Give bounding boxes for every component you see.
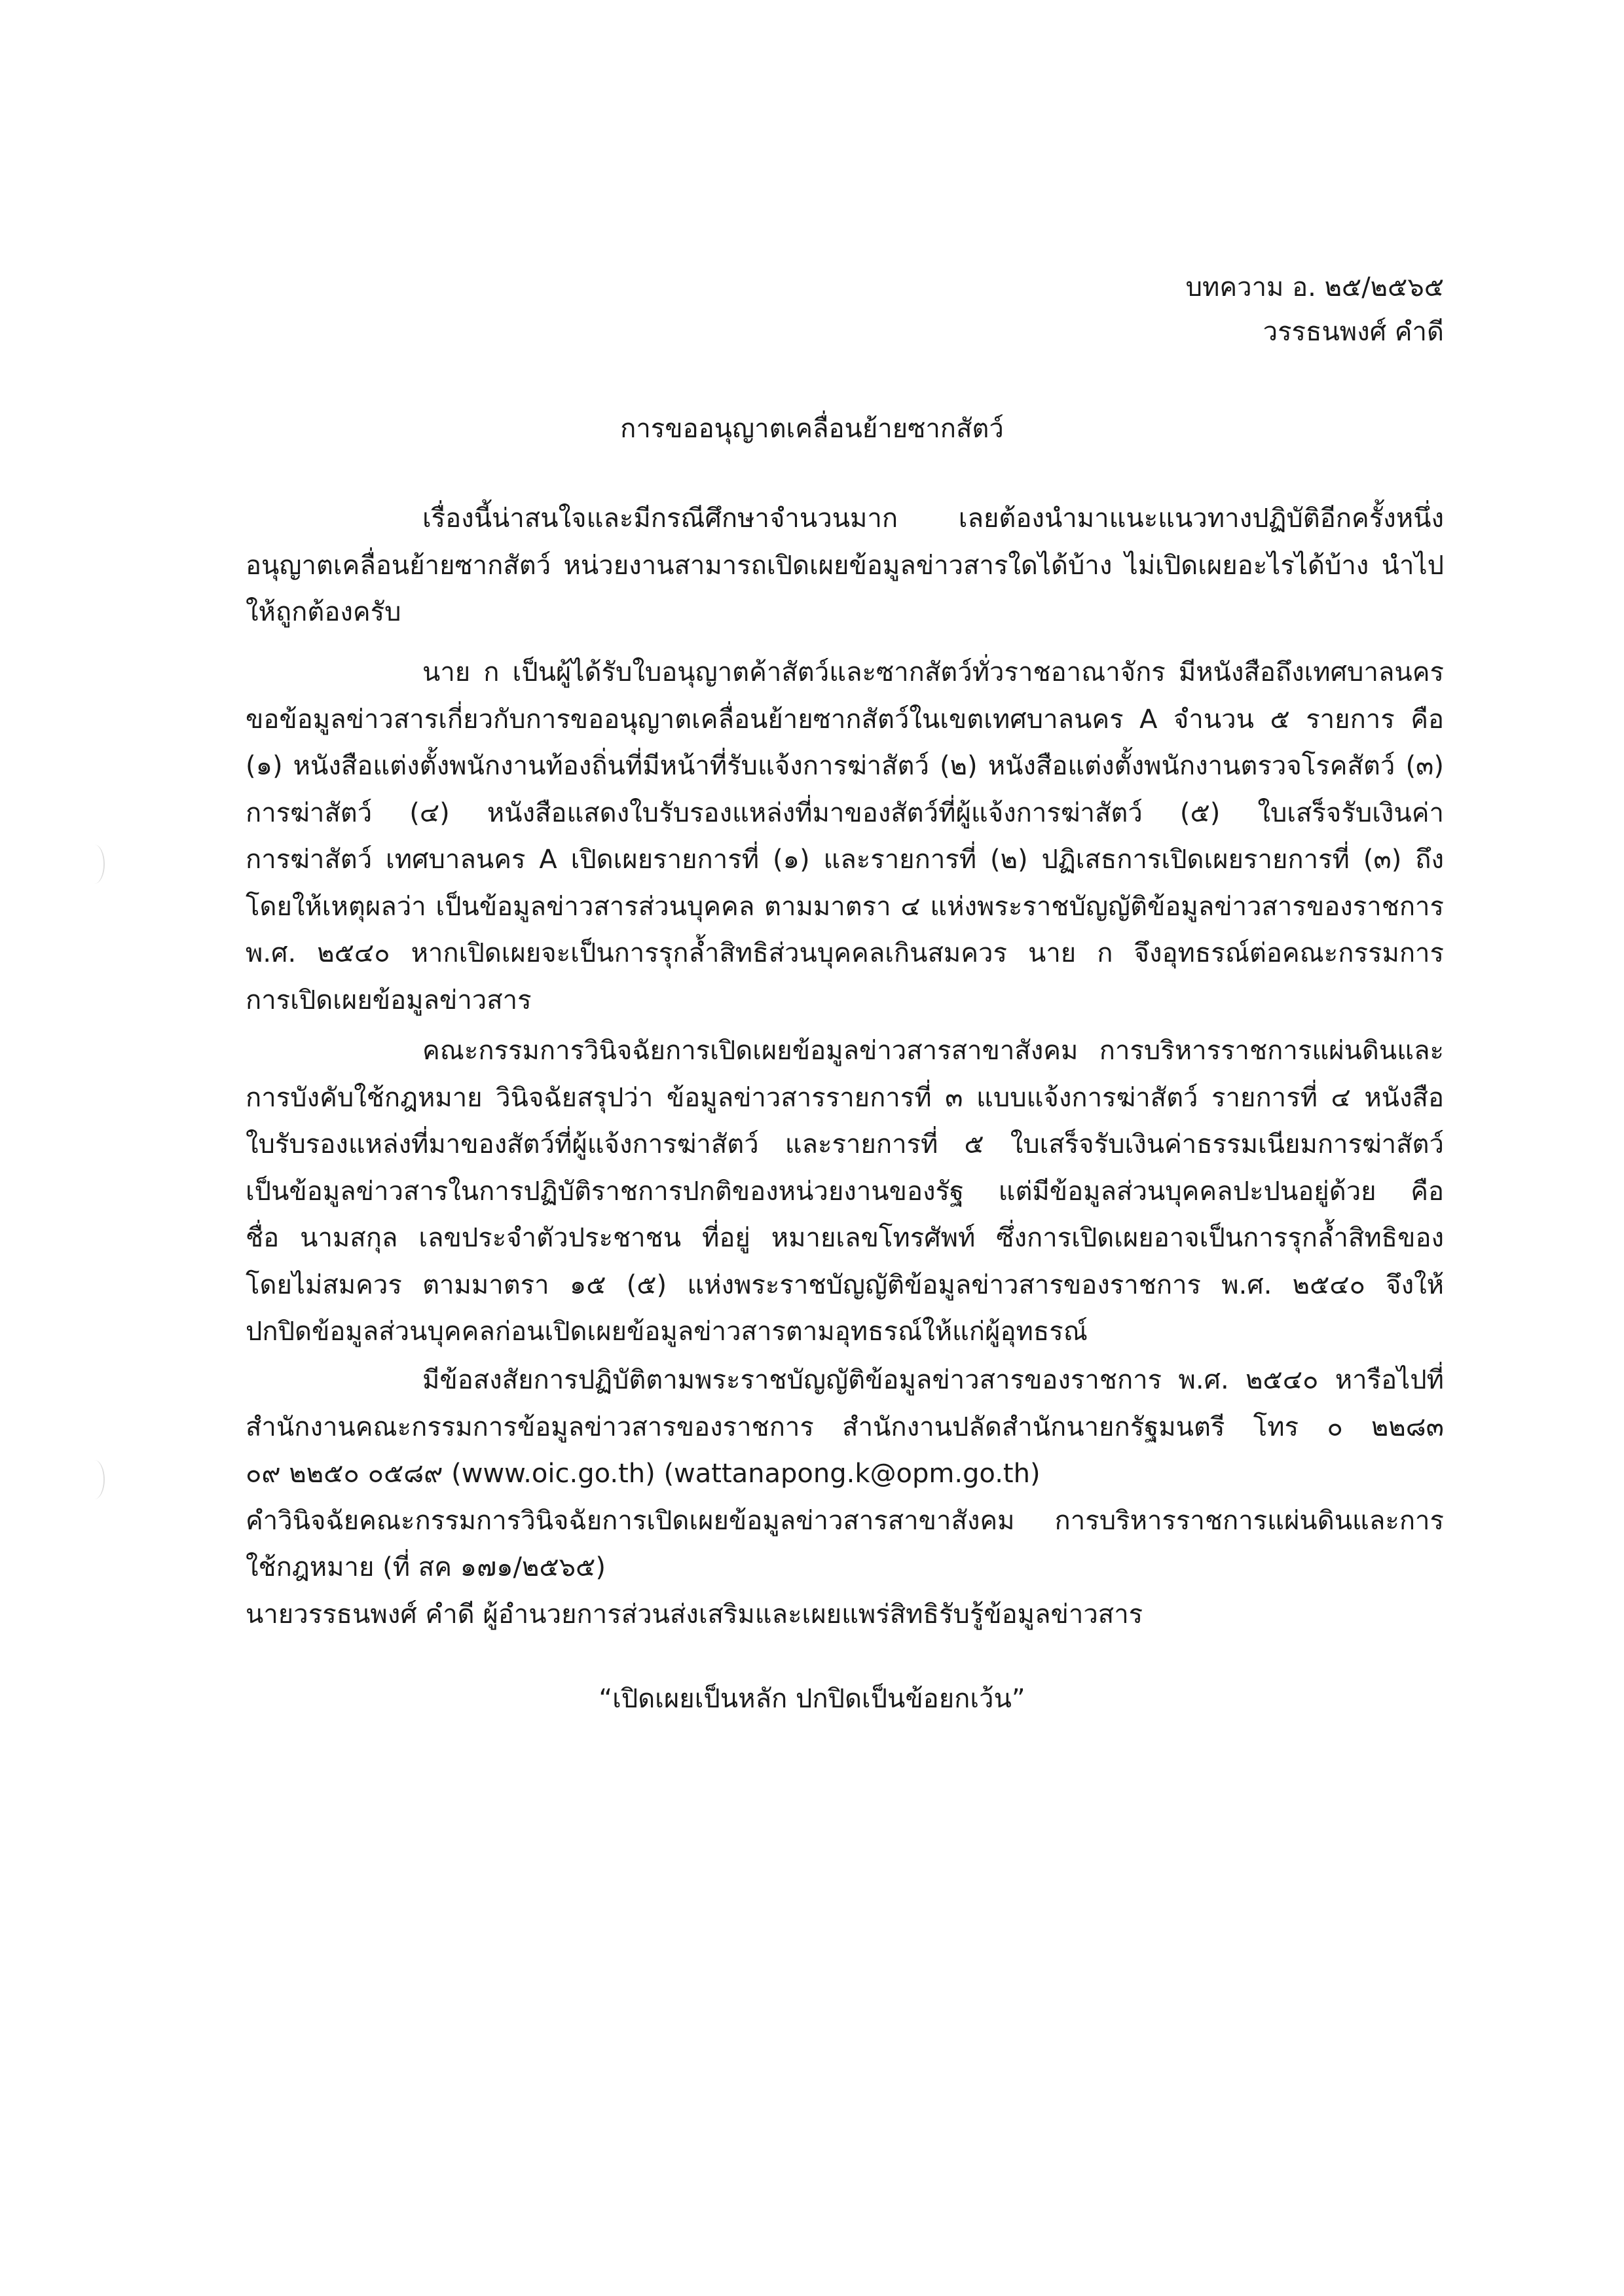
text-line: การฆ่าสัตว์ เทศบาลนคร A เปิดเผยรายการที่ (๑) และรายการที่ (๒) ปฏิเสธการเปิดเผยรายการที่ (๓) ถึง <box>246 845 1444 875</box>
text-line: ใบรับรองแหล่งที่มาของสัตว์ที่ผู้แจ้งการฆ่าสัตว์ และรายการที่ ๕ ใบเสร็จรับเงินค่าธรรมเนียมการฆ่าสัตว์ <box>246 1129 1444 1159</box>
text-line: สำนักงานคณะกรรมการข้อมูลข่าวสารของราชการ สำนักงานปลัดสำนักนายกรัฐมนตรี โทร ๐ ๒๒๘๓ <box>246 1412 1444 1442</box>
text-line: เป็นข้อมูลข่าวสารในการปฏิบัติราชการปกติของหน่วยงานของรัฐ แต่มีข้อมูลส่วนบุคคลปะปนอยู่ด้วย คือ <box>246 1176 1444 1207</box>
text-line: (๑) หนังสือแต่งตั้งพนักงานท้องถิ่นที่มีหน้าที่รับแจ้งการฆ่าสัตว์ (๒) หนังสือแต่งตั้งพนักงานตรวจโรคสัตว์ (๓) <box>246 751 1444 781</box>
text-line: ใช้กฎหมาย (ที่ สค ๑๗๑/๒๕๖๕) <box>246 1552 606 1582</box>
paragraph-case <box>246 649 1444 1024</box>
text-line: ขอข้อมูลข่าวสารเกี่ยวกับการขออนุญาตเคลื่อนย้ายซากสัตว์ในเขตเทศบาลนคร A จำนวน ๕ รายการ คือ <box>246 704 1444 735</box>
text-line: คณะกรรมการวินิจฉัยการเปิดเผยข้อมูลข่าวสารสาขาสังคม การบริหารราชการแผ่นดินและ <box>422 1036 1444 1066</box>
scan-mark <box>84 1460 105 1499</box>
text-line: การฆ่าสัตว์ (๔) หนังสือแสดงใบรับรองแหล่งที่มาของสัตว์ที่ผู้แจ้งการฆ่าสัตว์ (๕) ใบเสร็จรับเงินค่า <box>246 797 1444 828</box>
author-name: วรรธนพงศ์ คำดี <box>1263 317 1444 347</box>
text-line: มีข้อสงสัยการปฏิบัติตามพระราชบัญญัติข้อมูลข่าวสารของราชการ พ.ศ. ๒๕๔๐ หารือไปที่ <box>422 1365 1444 1395</box>
text-line: ชื่อ นามสกุล เลขประจำตัวประชาชน ที่อยู่ หมายเลขโทรศัพท์ ซึ่งการเปิดเผยอาจเป็นการรุกล้ำสิทธิของ <box>246 1223 1444 1253</box>
scan-mark <box>84 845 105 884</box>
paragraph-decision <box>246 1028 1444 1356</box>
paragraph-contact <box>246 1357 1444 1638</box>
text-line: คำวินิจฉัยคณะกรรมการวินิจฉัยการเปิดเผยข้อมูลข่าวสารสาขาสังคม การบริหารราชการแผ่นดินและการ <box>246 1505 1444 1536</box>
motto: “เปิดเผยเป็นหลัก ปกปิดเป็นข้อยกเว้น” <box>599 1684 1025 1714</box>
text-line: โดยให้เหตุผลว่า เป็นข้อมูลข่าวสารส่วนบุคคล ตามมาตรา ๔ แห่งพระราชบัญญัติข้อมูลข่าวสารของราชการ <box>246 891 1444 922</box>
document-title: การขออนุญาตเคลื่อนย้ายซากสัตว์ <box>620 414 1004 444</box>
text-line: การบังคับใช้กฎหมาย วินิจฉัยสรุปว่า ข้อมูลข่าวสารรายการที่ ๓ แบบแจ้งการฆ่าสัตว์ รายการที่ ๔ หนังสือ <box>246 1082 1444 1113</box>
text-line: เรื่องนี้น่าสนใจและมีกรณีศึกษาจำนวนมาก เลยต้องนำมาแนะแนวทางปฏิบัติอีกครั้งหนึ่ง <box>422 503 1444 534</box>
signature-line: นายวรรธนพงศ์ คำดี ผู้อำนวยการส่วนส่งเสริมและเผยแพร่สิทธิรับรู้ข้อมูลข่าวสาร <box>246 1599 1143 1630</box>
text-line: พ.ศ. ๒๕๔๐ หากเปิดเผยจะเป็นการรุกล้ำสิทธิส่วนบุคคลเกินสมควร นาย ก จึงอุทธรณ์ต่อคณะกรรมการ <box>246 938 1444 968</box>
text-line: นาย ก เป็นผู้ได้รับใบอนุญาตค้าสัตว์และซากสัตว์ทั่วราชอาณาจักร มีหนังสือถึงเทศบาลนคร <box>422 657 1444 687</box>
text-line: อนุญาตเคลื่อนย้ายซากสัตว์ หน่วยงานสามารถเปิดเผยข้อมูลข่าวสารใดได้บ้าง ไม่เปิดเผยอะไรได้บ้าง นำไป <box>246 550 1444 581</box>
paragraph-intro <box>246 496 1444 636</box>
text-line: โดยไม่สมควร ตามมาตรา ๑๕ (๕) แห่งพระราชบัญญัติข้อมูลข่าวสารของราชการ พ.ศ. ๒๕๔๐ จึงให้ <box>246 1269 1444 1300</box>
text-line: ปกปิดข้อมูลส่วนบุคคลก่อนเปิดเผยข้อมูลข่าวสารตามอุทธรณ์ให้แก่ผู้อุทธรณ์ <box>246 1317 1088 1347</box>
text-line: ให้ถูกต้องครับ <box>246 597 401 627</box>
text-line: การเปิดเผยข้อมูลข่าวสาร <box>246 985 532 1015</box>
article-reference: บทความ อ. ๒๕/๒๕๖๕ <box>1185 272 1444 302</box>
contact-links: ๐๙ ๒๒๕๐ ๐๕๘๙ (www.oic.go.th) (wattanapong.k@opm.go.th) <box>246 1459 1041 1489</box>
